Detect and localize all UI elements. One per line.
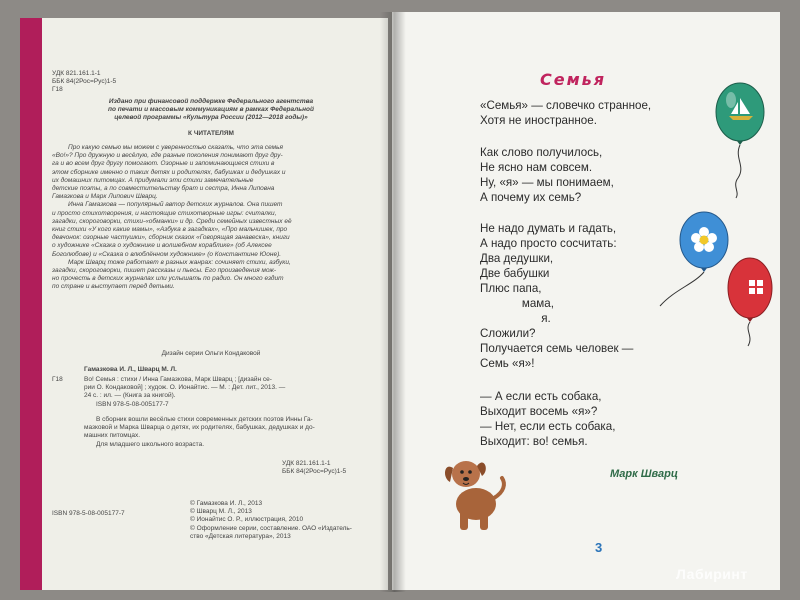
copyright-line: © Шварц М. Л., 2013 bbox=[190, 508, 252, 516]
stanza-4 bbox=[480, 389, 615, 449]
preface-line: книг стихи «У кого какие мамы», «Азбука в загадках», «Про мальчишек, про bbox=[52, 226, 288, 234]
bib-line: Во! Семья : стихи / Инна Гамазкова, Марк Шварц ; [дизайн се- bbox=[84, 376, 272, 383]
imprint-page bbox=[20, 18, 388, 590]
bbk-code-b: ББК 84(2Рос=Рус)1-5 bbox=[282, 468, 347, 475]
annotation-line: машних питомцах. bbox=[84, 432, 141, 440]
balloon-icon bbox=[710, 80, 770, 200]
copyright-line: ство «Детская литература», 2013 bbox=[190, 532, 291, 540]
stanza-2 bbox=[480, 145, 614, 205]
page-number: 3 bbox=[595, 540, 603, 555]
poem-line: Не надо думать и гадать, bbox=[480, 222, 617, 235]
poem-line: Выходит восемь «я»? bbox=[480, 405, 598, 418]
isbn: ISBN 978-5-08-005177-7 bbox=[52, 510, 125, 517]
bib-line: рии О. Кондаковой] ; худож. О. Ионайтис. — М. : Дет. лит., 2013. — bbox=[84, 384, 286, 392]
poem-line: А почему их семь? bbox=[480, 191, 582, 204]
support-line: по печати и массовым коммуникациям в рамках Федеральной bbox=[108, 106, 314, 114]
support-note bbox=[52, 98, 370, 123]
copyright-line: © Гамазкова И. Л., 2013 bbox=[190, 500, 263, 507]
copyright-block bbox=[190, 500, 380, 541]
preface-line: Марк Шварц тоже работает в разных жанрах: сочиняет стихи, азбуки, bbox=[68, 258, 291, 266]
annotation bbox=[84, 416, 374, 449]
preface-line: и просто стихотворения, и настоящие стихотворные игры: считалки, bbox=[52, 209, 277, 217]
preface-line: Инна Гамазкова — популярный автор детских журналов. Она пишет bbox=[68, 201, 283, 209]
poem-line: — Нет, если есть собака, bbox=[480, 420, 616, 433]
poem-line: Ну, «я» — мы понимаем, bbox=[480, 176, 614, 189]
book-gutter bbox=[380, 12, 406, 592]
preface-text bbox=[52, 144, 370, 292]
preface-line: Про какую семью мы можем с уверенностью сказать, что эта семья bbox=[68, 144, 284, 151]
preface-line: Гамазкова и Марк Липович Шварц. bbox=[52, 193, 158, 201]
poem-line: Плюс папа, bbox=[480, 282, 542, 295]
preface-heading: К ЧИТАТЕЛЯМ bbox=[188, 130, 234, 137]
copyright-line: © Ионайтис О. Р., иллюстрация, 2010 bbox=[190, 516, 304, 524]
preface-line: загадки, скороговорки, стихи-«обманки» и др. Среди семейных известных её bbox=[52, 217, 292, 225]
book-spread bbox=[20, 12, 780, 592]
poem-line: Не ясно нам совсем. bbox=[480, 161, 593, 174]
support-line: Издано при финансовой поддержке Федерального агентства bbox=[108, 98, 314, 105]
poem-line: Две бабушки bbox=[480, 267, 550, 280]
support-line: целевой программы «Культура России (2012—2018 годы)» bbox=[114, 114, 308, 122]
poem-line: Семь «я»! bbox=[480, 357, 535, 370]
preface-line: га и во всем друг другу помогают. Озорные и запоминающиеся стихи в bbox=[52, 160, 275, 168]
watermark: Лабиринт bbox=[676, 566, 748, 582]
poem-line: я. bbox=[480, 312, 551, 325]
poem-line: Два дедушки, bbox=[480, 252, 554, 265]
bib-line: 24 с. : ил. — (Книга за книгой). bbox=[84, 392, 176, 400]
preface-line: девчонок: озорные частушки», сборник сказок «Говорящая занавеска», книги bbox=[52, 234, 290, 242]
balloon-icon bbox=[722, 252, 780, 352]
preface-line: по стране и выступает перед детьми. bbox=[52, 283, 175, 291]
preface-line: «Во!»? Про дружную и весёлую, где разные поколения понимают друг дру- bbox=[52, 152, 283, 160]
stanza-3 bbox=[480, 221, 633, 371]
poem-page bbox=[392, 12, 780, 590]
series-design: Дизайн серии Ольги Кондаковой bbox=[161, 350, 261, 357]
dog-illustration bbox=[436, 448, 516, 534]
author-sign: Г18 bbox=[52, 86, 63, 93]
poem-title: Семья bbox=[540, 70, 607, 89]
authors-line: Гамазкова И. Л., Шварц М. Л. bbox=[84, 366, 177, 373]
stanza-1 bbox=[480, 98, 651, 128]
copyright-line: © Оформление серии, составление. ОАО «Издатель- bbox=[190, 524, 352, 532]
poem-line: Выходит: во! семья. bbox=[480, 435, 588, 448]
poem-author: Марк Шварц bbox=[610, 468, 678, 480]
poem-line: «Семья» — словечко странное, bbox=[480, 99, 652, 112]
preface-line: загадки, скороговорки, пишет рассказы и пьесы. Его произведения мож- bbox=[52, 267, 277, 275]
preface-line: этом сборнике именно о таких детях и родителях, бабушках и дедушках и bbox=[52, 168, 286, 176]
spine-band bbox=[20, 18, 42, 590]
annotation-line: В сборник вошли весёлые стихи современных детских поэтов Инны Га- bbox=[96, 416, 313, 423]
preface-line: Боголюбове) и «Сказка о влюблённом художнике» (о Константине Юоне). bbox=[52, 250, 282, 258]
author-sign-b: Г18 bbox=[52, 376, 63, 383]
poem-line: — А если есть собака, bbox=[480, 390, 602, 403]
bbk-code: ББК 84(2Рос=Рус)1-5 bbox=[52, 78, 117, 85]
bib-line: ISBN 978-5-08-005177-7 bbox=[96, 400, 169, 408]
annotation-line: мазковой и Марка Шварца о детях, их родителях, бабушках, дедушках и до- bbox=[84, 424, 315, 432]
annotation-line: Для младшего школьного возраста. bbox=[96, 440, 205, 448]
poem-line: Сложили? bbox=[480, 327, 536, 340]
preface-line: о художнике «Сказка о художнике и волшебном кораблике» (об Алексее bbox=[52, 242, 272, 250]
poem-line: Как слово получилось, bbox=[480, 146, 603, 159]
poem-line: А надо просто сосчитать: bbox=[480, 237, 617, 250]
preface-line: детские поэты, а по совместительству брат и сестра, Инна Липовна bbox=[52, 185, 275, 193]
poem-line: мама, bbox=[480, 297, 554, 310]
udk-code-b: УДК 821.161.1-1 bbox=[282, 460, 331, 467]
preface-line: их домашних питомцах. А придумали эти стихи замечательные bbox=[52, 176, 254, 184]
poem-line: Получается семь человек — bbox=[480, 342, 634, 355]
preface-line: но прочесть в детских журналах или услышать по радио. Он много ездит bbox=[52, 275, 284, 283]
udk-code: УДК 821.161.1-1 bbox=[52, 70, 101, 77]
bibliographic-record bbox=[84, 376, 374, 409]
poem-line: Хотя не иностранное. bbox=[480, 114, 597, 127]
